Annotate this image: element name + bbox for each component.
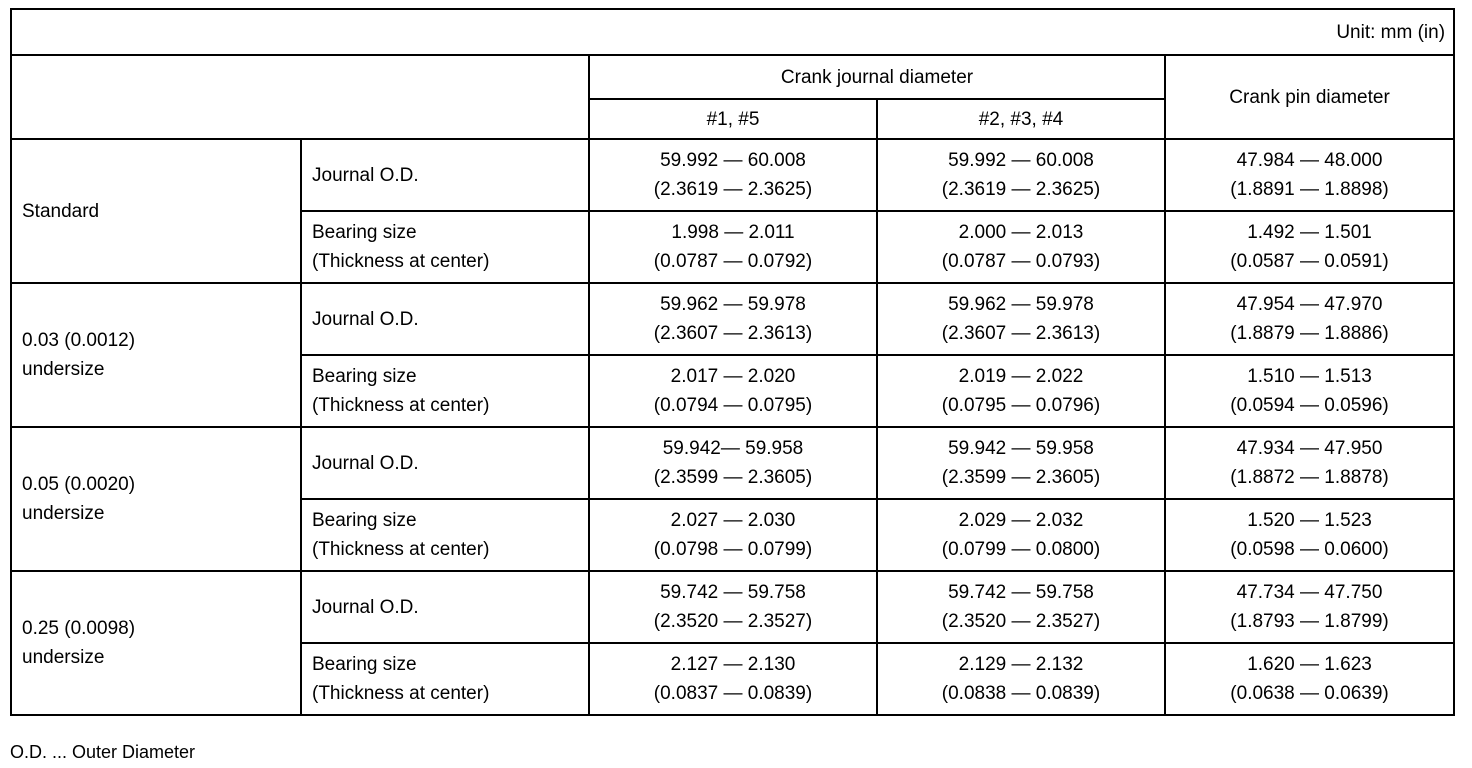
value-mm: 59.942 — 59.958 [948,438,1094,459]
item-label: Bearing size [312,510,417,531]
item-cell [301,211,589,283]
value-in: (2.3619 — 2.3625) [653,179,813,200]
size-category-cell [11,571,301,715]
journal-1-5-value-cell [589,427,877,499]
item-label: Bearing size [312,366,417,387]
value-mm: 59.742 — 59.758 [660,582,806,603]
value-mm: 1.520 — 1.523 [1247,510,1372,531]
value-in: (0.0799 — 0.0800) [941,539,1101,560]
value-in: (0.0594 — 0.0596) [1230,395,1389,416]
value-mm: 2.017 — 2.020 [670,366,796,387]
value-mm: 1.620 — 1.623 [1247,654,1372,675]
value-mm: 2.029 — 2.032 [958,510,1084,531]
size-category-cell [11,283,301,427]
journal-2-3-4-value-cell [877,427,1165,499]
value-in: (2.3520 — 2.3527) [941,611,1101,632]
journal-2-3-4-value-cell [877,355,1165,427]
crank-pin-value-cell [1165,211,1454,283]
crank-journal-header: Crank journal diameter [589,55,1165,99]
item-cell [301,499,589,571]
item-cell [301,355,589,427]
header-blank-cell [11,55,589,139]
item-cell [301,427,589,499]
value-in: (1.8872 — 1.8878) [1230,467,1389,488]
value-in: (0.0837 — 0.0839) [653,683,813,704]
item-label: Bearing size [312,654,417,675]
item-label: (Thickness at center) [312,251,490,272]
unit-row [11,9,1454,55]
journal-col-header-1-5: #1, #5 [589,99,877,139]
journal-1-5-value-cell [589,571,877,643]
crank-pin-value-cell [1165,643,1454,715]
crankshaft-spec-table [10,8,1455,716]
item-label: Journal O.D. [312,164,419,186]
crank-pin-value-cell [1165,283,1454,355]
value-mm: 2.129 — 2.132 [958,654,1084,675]
table-row [11,139,1454,211]
value-in: (2.3599 — 2.3605) [653,467,813,488]
value-mm: 59.962 — 59.978 [660,294,806,315]
item-cell [301,283,589,355]
value-mm: 1.998 — 2.011 [671,222,795,243]
crank-pin-header: Crank pin diameter [1165,55,1454,139]
journal-1-5-value-cell [589,211,877,283]
value-mm: 2.019 — 2.022 [958,366,1084,387]
size-category-label: 0.05 (0.0020) [22,474,136,495]
value-mm: 47.954 — 47.970 [1236,294,1383,315]
item-label: Journal O.D. [312,452,419,474]
size-category-label: 0.03 (0.0012) [22,330,136,351]
item-label: (Thickness at center) [312,395,490,416]
size-category-label: 0.25 (0.0098) [22,618,136,639]
item-label: (Thickness at center) [312,683,490,704]
journal-2-3-4-value-cell [877,139,1165,211]
value-mm: 59.992 — 60.008 [660,150,806,171]
spec-table-body [11,9,1454,715]
item-label: (Thickness at center) [312,539,490,560]
item-cell [301,139,589,211]
journal-2-3-4-value-cell [877,499,1165,571]
table-row [11,427,1454,499]
journal-2-3-4-value-cell [877,643,1165,715]
value-mm: 2.127 — 2.130 [670,654,796,675]
value-mm: 47.934 — 47.950 [1236,438,1383,459]
value-in: (2.3520 — 2.3527) [653,611,813,632]
value-in: (1.8891 — 1.8898) [1230,179,1389,200]
journal-2-3-4-value-cell [877,283,1165,355]
value-in: (1.8793 — 1.8799) [1230,611,1389,632]
value-in: (0.0598 — 0.0600) [1230,539,1389,560]
size-category-cell [11,139,301,283]
value-in: (0.0587 — 0.0591) [1230,251,1389,272]
crank-pin-value-cell [1165,355,1454,427]
journal-1-5-value-cell [589,499,877,571]
value-in: (0.0787 — 0.0793) [941,251,1101,272]
size-category-label: Standard [22,200,100,222]
value-in: (2.3607 — 2.3613) [941,323,1101,344]
value-mm: 59.942— 59.958 [662,438,804,459]
crank-pin-value-cell [1165,139,1454,211]
item-cell [301,571,589,643]
item-label: Journal O.D. [312,308,419,330]
journal-2-3-4-value-cell [877,211,1165,283]
crank-pin-value-cell [1165,499,1454,571]
value-mm: 2.027 — 2.030 [670,510,796,531]
journal-1-5-value-cell [589,283,877,355]
table-row [11,283,1454,355]
header-row-1 [11,55,1454,99]
footnote: O.D. ... Outer Diameter [10,742,196,762]
size-category-cell [11,427,301,571]
unit-label: Unit: mm (in) [11,9,1454,55]
journal-2-3-4-value-cell [877,571,1165,643]
value-mm: 47.984 — 48.000 [1236,150,1383,171]
item-label: Journal O.D. [312,596,419,618]
value-in: (2.3607 — 2.3613) [653,323,813,344]
value-mm: 2.000 — 2.013 [958,222,1084,243]
crank-pin-value-cell [1165,571,1454,643]
journal-1-5-value-cell [589,643,877,715]
value-mm: 59.742 — 59.758 [948,582,1094,603]
value-in: (2.3599 — 2.3605) [941,467,1101,488]
value-in: (0.0787 — 0.0792) [653,251,813,272]
journal-1-5-value-cell [589,139,877,211]
journal-1-5-value-cell [589,355,877,427]
value-in: (2.3619 — 2.3625) [941,179,1101,200]
value-mm: 1.510 — 1.513 [1247,366,1372,387]
item-cell [301,643,589,715]
value-mm: 47.734 — 47.750 [1236,582,1383,603]
value-in: (0.0838 — 0.0839) [941,683,1101,704]
size-category-label: undersize [22,647,105,668]
value-in: (0.0798 — 0.0799) [653,539,813,560]
value-mm: 59.992 — 60.008 [948,150,1094,171]
journal-col-header-2-3-4: #2, #3, #4 [877,99,1165,139]
value-in: (0.0638 — 0.0639) [1230,683,1389,704]
item-label: Bearing size [312,222,417,243]
size-category-label: undersize [22,503,105,524]
value-mm: 1.492 — 1.501 [1247,222,1372,243]
value-mm: 59.962 — 59.978 [948,294,1094,315]
value-in: (0.0794 — 0.0795) [653,395,813,416]
size-category-label: undersize [22,359,105,380]
table-row [11,571,1454,643]
crank-pin-value-cell [1165,427,1454,499]
value-in: (0.0795 — 0.0796) [941,395,1101,416]
value-in: (1.8879 — 1.8886) [1230,323,1389,344]
